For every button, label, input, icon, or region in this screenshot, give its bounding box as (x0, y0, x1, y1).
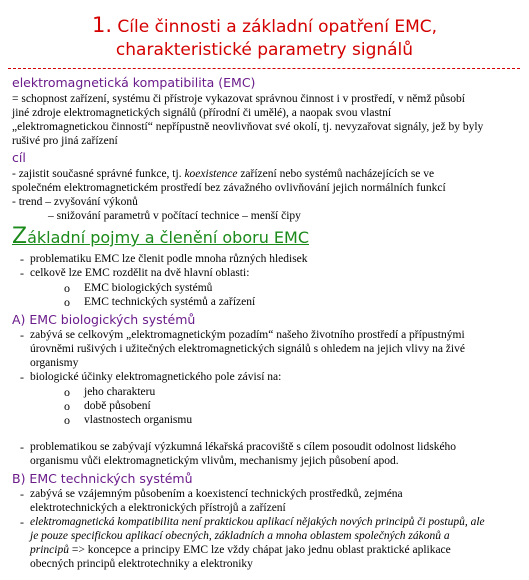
section-heading-cap: Z (12, 224, 28, 249)
section-b-item1-line-1: zabývá se vzájemným působením a koexistencí technických prostředků, zejména (30, 488, 403, 500)
section-b-item2-tail: => koncepce a principy EMC lze vždy chápat jako jednu oblast praktické aplikace (68, 544, 451, 556)
dash-bullet: - (20, 370, 24, 384)
circle-bullet-icon: o (64, 385, 70, 399)
section-b-item2-line-4: obecných principů elektrotechniky a elektroniky (30, 558, 253, 570)
dash-bullet: - (20, 440, 24, 454)
section-a-subitem-1: jeho charakteru (84, 386, 156, 398)
emc-line-1: = schopnost zařízení, systému či přístroje vykazovat správnou činnost i v prostředí, v němž působí (12, 93, 465, 105)
cil-koexistence: koexistence (184, 168, 238, 180)
section-b-heading: B) EMC technických systémů (12, 471, 193, 486)
section2-item-2: celkově lze EMC rozdělit na dvě hlavní oblasti: (30, 267, 250, 279)
circle-bullet-icon: o (64, 399, 70, 413)
title-line-2: charakteristické parametry signálů (115, 40, 414, 60)
dash-bullet: - (20, 266, 24, 280)
section-a-item3-line-1: problematikou se zabývají výzkumná lékařská pracoviště s cílem posoudit odolnost lidského (30, 441, 457, 453)
section-a-heading: A) EMC biologických systémů (12, 312, 196, 327)
circle-bullet-icon: o (64, 281, 70, 295)
title-divider (8, 68, 520, 69)
cil-heading: cíl (12, 150, 26, 165)
section-b-item2-line-1 (30, 515, 485, 529)
section2-subitem-1: EMC biologických systémů (84, 282, 213, 294)
section-b-item2-line-2 (30, 529, 450, 543)
title-number: 1. (91, 13, 112, 37)
section-a-item1-line-3: organismy (30, 357, 79, 369)
section-a-item2: biologické účinky elektromagnetického pole závisí na: (30, 371, 282, 383)
circle-bullet-icon: o (64, 413, 70, 427)
section-basic-terms-heading (12, 226, 309, 249)
emc-line-2: jiné zdroje elektromagnetických signálů (přírodní či umělé), a naopak svou vlastní (12, 107, 392, 119)
section-b-italic-3: principů (30, 544, 69, 556)
trend-sub-line: – snižování parametrů v počítací technice – menší čipy (48, 210, 301, 222)
cil-line-2: společném elektromagnetickém prostředí bez závažného ovlivňování jejich normálních funkcí (12, 182, 446, 194)
emc-heading: elektromagnetická kompatibilita (EMC) (12, 75, 256, 90)
cil-line-1 (12, 167, 434, 181)
section-b-italic-2: je pouze specifickou aplikací obecných, základních a mnoha oblastem společných zákonů a (30, 530, 450, 542)
dash-bullet: - (20, 252, 24, 266)
cil-line-1b: zařízení nebo systémů nacházejících se ve (237, 168, 435, 180)
section-a-item1-line-2: úrovněmi rušivých i užitečných elektromagnetických signálů s ohledem na jejich vlivy na živé (30, 343, 465, 355)
section-a-subitem-3: vlastnostech organismu (84, 414, 193, 426)
title-line-1: Cíle činnosti a základní opatření EMC, (117, 17, 438, 37)
page-title (0, 14, 529, 38)
section-b-item2-line-3 (30, 543, 451, 557)
dash-bullet: - (20, 328, 24, 342)
section-a-subitem-2: době působení (84, 400, 151, 412)
cil-line-1a: - zajistit současné správné funkce, tj. (12, 168, 185, 180)
dash-bullet: - (20, 515, 24, 529)
circle-bullet-icon: o (64, 295, 70, 309)
section-a-item1-line-1: zabývá se celkovým „elektromagnetickým pozadím“ našeho životního prostředí a přípustnými (30, 329, 465, 341)
dash-bullet: - (20, 487, 24, 501)
trend-line: - trend – zvyšování výkonů (12, 196, 138, 208)
emc-line-3: „elektromagnetickou činností“ nepřípustně neovlivňovat své okolí, tj. nevyzařovat signály, jež by byly (12, 121, 484, 133)
section2-subitem-2: EMC technických systémů a zařízení (84, 296, 256, 308)
section2-item-1: problematiku EMC lze členit podle mnoha různých hledisek (30, 253, 308, 265)
emc-line-4: rušivé pro jiná zařízení (12, 135, 118, 147)
section-b-item1-line-2: elektrotechnických a elektronických přístrojů a zařízení (30, 502, 286, 514)
section-b-italic-1: elektromagnetická kompatibilita není praktickou aplikací nějakých nových principů či postupů, ale (30, 516, 485, 528)
section-heading-rest: ákladní pojmy a členění oboru EMC (27, 228, 310, 247)
section-a-item3-line-2: organismu vůči elektromagnetickým vlivům, mechanismy jejich působení apod. (30, 455, 399, 467)
